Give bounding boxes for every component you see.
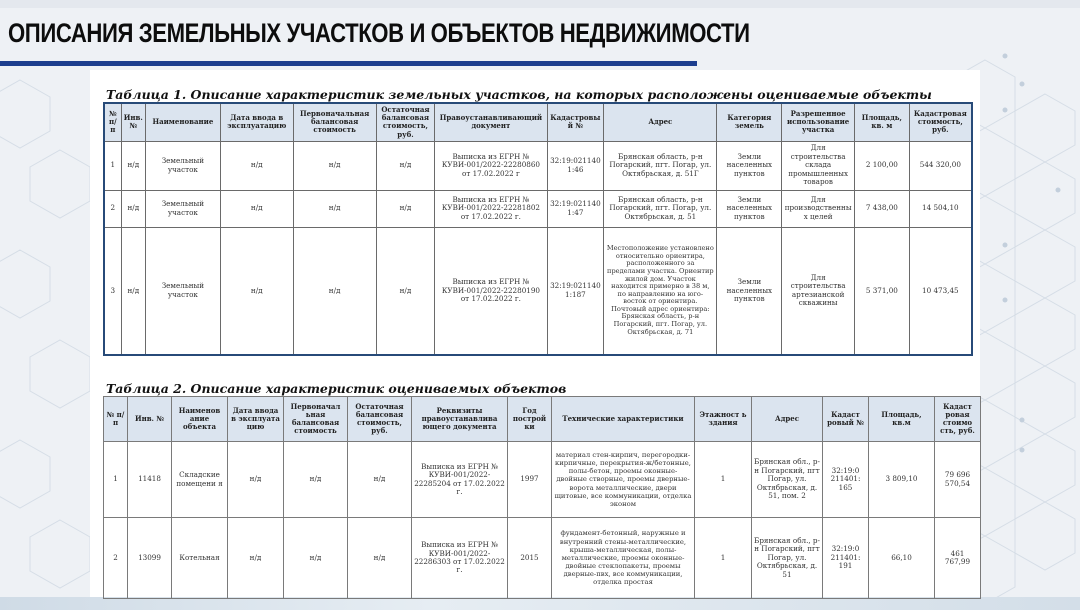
cell-address: Брянская область, р-н Погарский, пгт. Погар, ул. Октябрьская, д. 51 [604,190,717,227]
column-header: Этажност ь здания [695,397,752,442]
cell-usage: Для строительства склада промышленных товаров [782,141,855,190]
cell-usage: Для производственны х целей [782,190,855,227]
cell-num: 1 [104,141,121,190]
column-header: Кадастровы й № [547,103,604,141]
table-row [104,442,981,518]
title-underline [0,61,697,66]
cell-floors: 1 [695,518,752,599]
cell-usage: Для строительства артезианской скважины [782,227,855,355]
cell-date: н/д [220,227,293,355]
column-header: Кадаст ровый № [823,397,869,442]
cell-inv: н/д [121,190,145,227]
table-row [104,227,972,355]
column-header: Остаточная балансовая стоимость, руб. [376,103,435,141]
cell-area: 5 371,00 [855,227,910,355]
cell-area: 2 100,00 [855,141,910,190]
cell-address: Брянская область, р-н Погарский, пгт. Погар, ул. Октябрьская, д. 51Г [604,141,717,190]
cell-area: 3 809,10 [869,442,935,518]
cell-tech: материал стен-кирпич, перегородки-кирпичные, перекрытия-ж/бетонные, полы-бетон, проемы оконные-двойные створные, проемы дверные-ворота металлические, двери щитовые, все коммуникации, отделка эконом [552,442,695,518]
cell-document: Выписка из ЕГРН № КУВИ-001/2022-22280190 от 17.02.2022 г. [435,227,547,355]
column-header: Кадаст ровая стоимо сть, руб. [935,397,981,442]
cell-cost: 14 504,10 [909,190,972,227]
cell-num: 2 [104,190,121,227]
cell-name: Земельный участок [145,141,220,190]
cell-cadastral: 32:19:0 211401: 165 [823,442,869,518]
cell-document: Выписка из ЕГРН № КУВИ-001/2022-22281802 от 17.02.2022 г. [435,190,547,227]
cell-name: Котельная [172,518,228,599]
cell-cadastral: 32:19:021140 1:46 [547,141,604,190]
column-header: Инв. № [121,103,145,141]
column-header: № п/п [104,103,121,141]
cell-inv: 11418 [128,442,172,518]
land-plots-table [103,102,973,356]
column-header: Адрес [604,103,717,141]
cell-area: 7 438,00 [855,190,910,227]
cell-document: Выписка из ЕГРН № КУВИ-001/2022-22285204 от 17.02.2022 г. [412,442,508,518]
cell-name: Земельный участок [145,227,220,355]
column-header: Разрешенное использование участка [782,103,855,141]
column-header: Технические характеристики [552,397,695,442]
cell-year: 2015 [508,518,552,599]
column-header: Остаточная балансовая стоимость, руб. [348,397,412,442]
cell-initial-cost: н/д [284,518,348,599]
cell-date: н/д [228,518,284,599]
cell-cost: 10 473,45 [909,227,972,355]
cell-initial-cost: н/д [293,190,376,227]
cell-initial-cost: н/д [293,227,376,355]
column-header: Наименов ание объекта [172,397,228,442]
column-header: Первоначальная балансовая стоимость [293,103,376,141]
cell-cadastral: 32:19:0 211401: 191 [823,518,869,599]
cell-date: н/д [220,141,293,190]
table1-header-row [104,103,972,141]
cell-num: 3 [104,227,121,355]
column-header: Площадь, кв. м [855,103,910,141]
cell-category: Земли населенных пунктов [717,227,782,355]
cell-residual-cost: н/д [376,227,435,355]
cell-cost: 544 320,00 [909,141,972,190]
column-header: Категория земель [717,103,782,141]
table-row [104,518,981,599]
cell-category: Земли населенных пунктов [717,190,782,227]
cell-floors: 1 [695,442,752,518]
cell-year: 1997 [508,442,552,518]
cell-residual-cost: н/д [348,442,412,518]
column-header: Инв. № [128,397,172,442]
table-row [104,190,972,227]
cell-area: 66,10 [869,518,935,599]
column-header: Адрес [752,397,823,442]
column-header: Площадь, кв.м [869,397,935,442]
cell-initial-cost: н/д [284,442,348,518]
column-header: Правоустанавливающий документ [435,103,547,141]
cell-residual-cost: н/д [376,190,435,227]
page-title: ОПИСАНИЯ ЗЕМЕЛЬНЫХ УЧАСТКОВ И ОБЪЕКТОВ НЕДВИЖИМОСТИ [8,18,750,48]
column-header: Год построй ки [508,397,552,442]
cell-cadastral: 32:19:021140 1:47 [547,190,604,227]
cell-date: н/д [220,190,293,227]
column-header: Дата ввода в эксплуатацию [220,103,293,141]
column-header: Первоначал ьная балансовая стоимость [284,397,348,442]
cell-address: Местоположение установлено относительно ориентира, расположенного за пределами участка. Ориентир жилой дом. Участок находится примерно в 38 м, по направлению на юго-восток от ориентира. Почтовый адрес ориентира: Брянская область, р-н Погарский, пгт. Погар, ул. Октябрьская, д. 71 [604,227,717,355]
column-header: Реквизиты правоустанавлива ющего документа [412,397,508,442]
cell-address: Брянская обл., р-н Погарский, пгт Погар, ул. Октябрьская, д. 51 [752,518,823,599]
table2-header-row [104,397,981,442]
cell-inv: н/д [121,141,145,190]
column-header: Дата ввода в эксплуата цию [228,397,284,442]
cell-name: Складские помещени я [172,442,228,518]
cell-inv: н/д [121,227,145,355]
cell-document: Выписка из ЕГРН № КУВИ-001/2022-22286303 от 17.02.2022 г. [412,518,508,599]
cell-cadastral: 32:19:021140 1:187 [547,227,604,355]
cell-cost: 461 767,99 [935,518,981,599]
table-row [104,141,972,190]
cell-document: Выписка из ЕГРН № КУВИ-001/2022-22280860 от 17.02.2022 г [435,141,547,190]
cell-inv: 13099 [128,518,172,599]
cell-tech: фундамент-бетонный, наружные и внутренний стены-металлические, крыша-металлическая, полы-металлические, проемы оконные-двойные стеклопакеты, проемы дверные-пвх, все коммуникации, отделка простая [552,518,695,599]
cell-name: Земельный участок [145,190,220,227]
column-header: № п/ п [104,397,128,442]
cell-num: 2 [104,518,128,599]
column-header: Наименование [145,103,220,141]
cell-category: Земли населенных пунктов [717,141,782,190]
column-header: Кадастровая стоимость, руб. [909,103,972,141]
cell-residual-cost: н/д [348,518,412,599]
cell-num: 1 [104,442,128,518]
table2-caption: Таблица 2. Описание характеристик оцениваемых объектов [106,381,567,396]
table1-caption: Таблица 1. Описание характеристик земельных участков, на которых расположены оцениваемые объекты [106,87,932,102]
cell-residual-cost: н/д [376,141,435,190]
cell-initial-cost: н/д [293,141,376,190]
objects-table [103,396,981,599]
cell-cost: 79 696 570,54 [935,442,981,518]
cell-date: н/д [228,442,284,518]
cell-address: Брянская обл., р-н Погарский, пгт Погар, ул. Октябрьская, д. 51, пом. 2 [752,442,823,518]
